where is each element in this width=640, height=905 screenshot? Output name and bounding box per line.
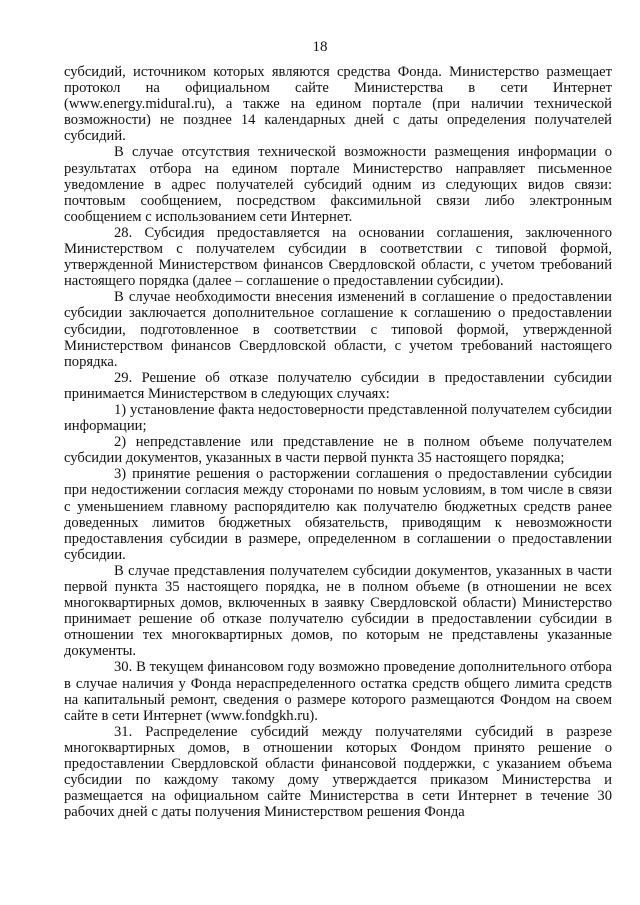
page-number: 18 [312, 39, 328, 55]
paragraph: 30. В текущем финансовом году возможно проведение дополнительного отбора в случае наличия у Фонда нераспределенного остатка средств общего лимита средств на капитальный ремонт, сведения о размере которого размещаются Фондом на своем сайте в сети Интернет (www.fondgkh.ru). [64, 659, 612, 724]
document-body [64, 64, 612, 820]
paragraph: В случае представления получателем субсидии документов, указанных в части первой пункта 35 настоящего порядка, не в полном объеме (в отношении не всех многоквартирных домов, включенных в заявку Свердловской области) Министерство принимает решение об отказе получателю субсидии в предоставлении субсидии в отношении тех многоквартирных домов, по которым не представлены указанные документы. [64, 562, 612, 660]
list-item: 3) принятие решения о расторжении соглашения о предоставлении субсидии при недостижении согласия между сторонами по новым условиям, в том числе в связи с уменьшением главному распорядителю как получателю бюджетных средств ранее доведенных лимитов бюджетных обязательств, приводящим к невозможности предоставления субсидии в размере, определенном в соглашении о предоставлении субсидии. [64, 466, 612, 563]
paragraph: 28. Субсидия предоставляется на основании соглашения, заключенного Министерством с получателем субсидии в соответствии с типовой формой, утвержденной Министерством финансов Свердловской области, с учетом требований настоящего порядка (далее – соглашение о предоставлении субсидии). [64, 224, 612, 290]
paragraph: 31. Распределение субсидий между получателями субсидий в разрезе многоквартирных домов, в отношении которых Фондом принято решение о предоставлении Свердловской области финансовой поддержки, с указанием объема субсидии по каждому такому дому утверждается приказом Министерства и размещается на официальном сайте Министерства в сети Интернет в течение 30 рабочих дней с даты получения Министерством решения Фонда [64, 723, 612, 821]
paragraph: В случае отсутствия технической возможности размещения информации о результатах отбора на едином портале Министерство направляет письменное уведомление в адрес получателей субсидий одним из следующих видов связи: почтовым сообщением, посредством факсимильной связи либо электронным сообщением с использованием сети Интернет. [64, 144, 612, 225]
paragraph: В случае необходимости внесения изменений в соглашение о предоставлении субсидии заключается дополнительное соглашение к соглашению о предоставлении субсидии, подготовленное в соответствии с типовой формой, утвержденной Министерством финансов Свердловской области, с учетом требований настоящего порядка. [64, 289, 612, 370]
list-item: 2) непредставление или представление не в полном объеме получателем субсидии документов, указанных в части первой пункта 35 настоящего порядка; [64, 434, 612, 467]
paragraph: 29. Решение об отказе получателю субсидии в предоставлении субсидии принимается Министерством в следующих случаях: [64, 369, 612, 402]
paragraph: субсидий, источником которых являются средства Фонда. Министерство размещает протокол на официальном сайте Министерства в сети Интернет (www.energy.midural.ru), а также на едином портале (при наличии технической возможности) не позднее 14 календарных дней с даты определения получателей субсидий. [64, 64, 612, 145]
list-item: 1) установление факта недостоверности представленной получателем субсидии информации; [64, 401, 612, 435]
